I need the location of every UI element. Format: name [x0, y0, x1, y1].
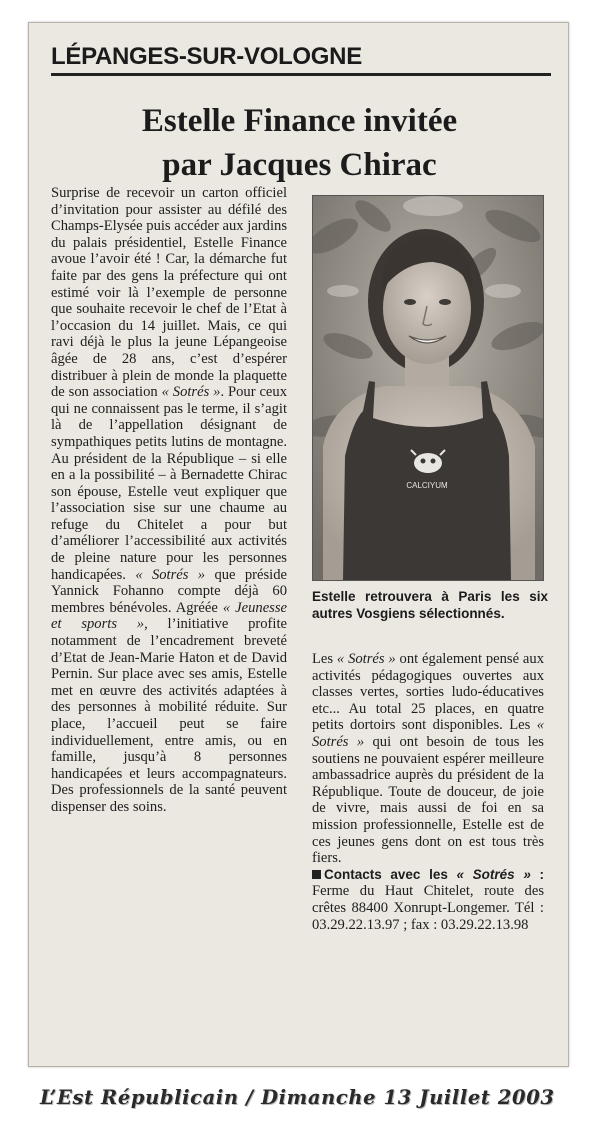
rubric-underline — [51, 73, 551, 76]
article-body-right-column — [312, 651, 544, 933]
headline-line-2: par Jacques Chirac — [162, 147, 437, 183]
article-paragraph — [312, 651, 544, 867]
body-text: . Pour ceux qui ne connaissent pas le terme, il s’agit là de l’appellation désignant de sympathiques petits lutins de montagne. Au président de la République – si elle en a la possibilité – à Bernadette Chirac son épouse, Estelle veut expliquer que l’association sise sur une chaume au refuge du Chitelet a pour but d’améliorer l’accessibilité aux activités de pleine nature pour les personnes handicapées. — [51, 384, 288, 583]
contacts-association-name: « Sotrés » — [456, 866, 531, 882]
headline-line-1: Estelle Finance invitée — [141, 103, 458, 139]
shirt-print-text: CALCIYUM — [406, 481, 448, 490]
contacts-heading-colon: : — [530, 866, 545, 882]
portrait-photo — [312, 195, 544, 581]
photo-caption: Estelle retrouvera à Paris les six autres Vosgiens sélectionnés. — [312, 589, 548, 621]
body-text: qui ont besoin de tous les soutiens ne pouvaient espérer meilleure ambassadrice auprès du président de la République. Toute de douceur, de joie de vivre, mais aussi de foi en sa mission professionnelle, Estelle est de ces jeunes gens dont on est tous très fiers. — [312, 733, 544, 867]
article-body-left-column — [51, 185, 287, 816]
body-text: ont également pensé aux activités pédagogiques ouvertes aux classes vertes, sorties ludo-éducatives etc... Au total 25 places, en quatre petits dortoirs sont disponibles. Les — [312, 651, 544, 734]
body-text: Surprise de recevoir un carton officiel d’invitation pour assister au défilé des Champs-Elysée puis accéder aux jardins du palais présidentiel, Estelle Finance avoue l’avoir été ! Car, la démarche fut faite par des gens la préfecture qui ont estimé voir là l’exemple de personne que souhaite recevoir le chef de l’Etat à l’occasion du 14 juillet. Mais, ce qui ravi déjà le plus la jeune Lépangeoise âgée de 28 ans, c’est d’espérer distribuer à plein de monde la plaquette de son association — [51, 185, 287, 401]
accreditation-name: « Jeunesse et sports » — [51, 599, 288, 633]
newspaper-clipping — [28, 22, 569, 1067]
section-rubric: LÉPANGES-SUR-VOLOGNE — [51, 43, 362, 70]
contacts-details: Ferme du Haut Chitelet, route des crêtes 88400 Xonrupt-Longemer. Tél : 03.29.22.13.97 ; fax : 03.29.22.13.98 — [312, 883, 544, 933]
headline — [29, 99, 570, 187]
association-name: « Sotrés » — [312, 717, 544, 750]
body-text: Les — [312, 651, 337, 667]
bullet-square-icon — [312, 870, 321, 879]
contacts-block — [312, 867, 544, 933]
portrait-photo-illustration — [313, 196, 543, 580]
association-name: « Sotrés » — [161, 384, 221, 401]
article-paragraph — [51, 185, 287, 816]
contacts-heading: Contacts avec les — [324, 866, 457, 882]
association-name: « Sotrés » — [135, 566, 206, 583]
association-name: « Sotrés » — [336, 651, 396, 667]
body-text: , l’initiative profite notamment de l’encadrement breveté d’Etat de Jean-Marie Haton et de David Pernin. Sur place avec ses amis, Estelle met en œuvre des activités adaptées à des personnes à mobilité réduite. Sur place, l’accueil peut se faire individuellement, entre amis, ou en famille, jusqu’à 8 personnes handicapées et leurs accompagnateurs. Des professionnels de la santé peuvent dispenser des soins. — [51, 616, 288, 815]
body-text: que préside Yannick Fohanno compte déjà 60 membres bénévoles. Agréée — [51, 566, 288, 616]
source-attribution: L’Est Républicain / Dimanche 13 Juillet 2003 — [40, 1086, 555, 1109]
